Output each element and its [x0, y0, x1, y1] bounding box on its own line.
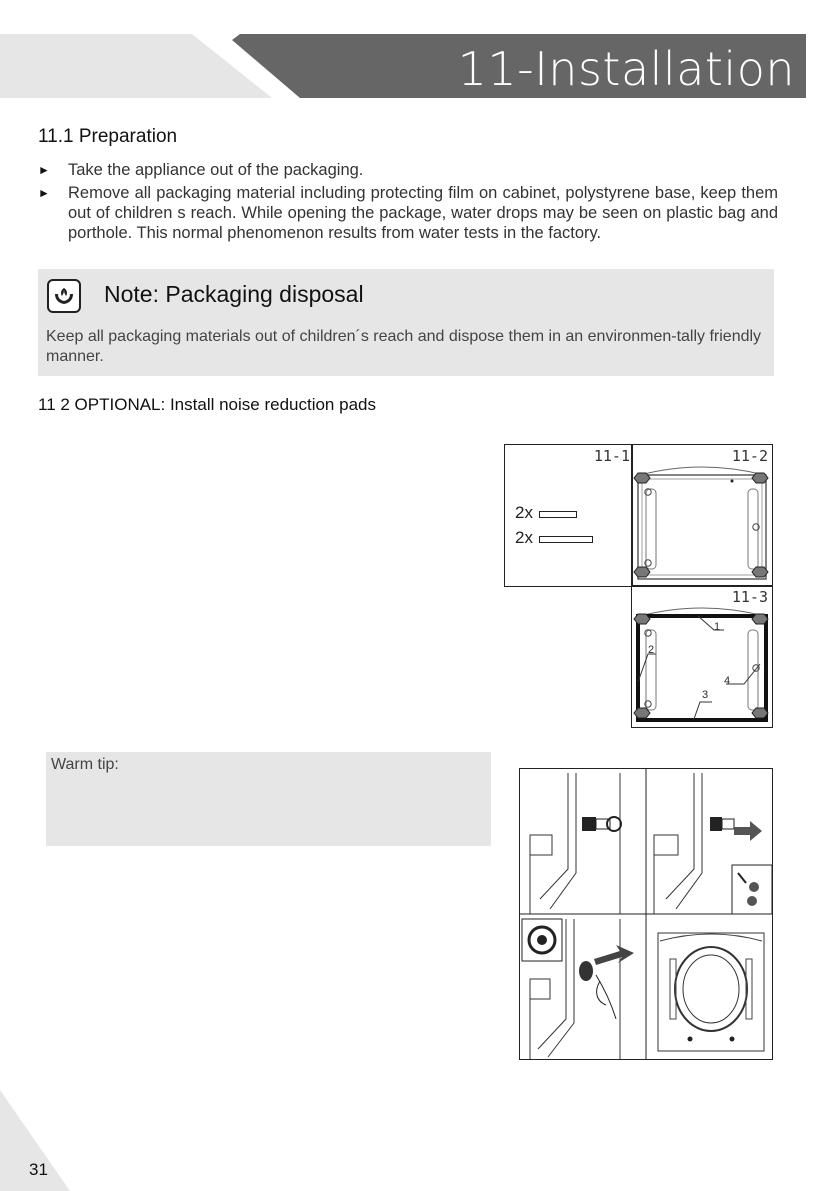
figure-11-2	[631, 444, 773, 587]
callout-label: 3	[702, 689, 709, 701]
chapter-title: 11-Installation	[457, 42, 795, 96]
transit-bolt-removal-figure	[519, 768, 773, 1060]
transit-bolt-steps-icon	[520, 769, 772, 1059]
recycling-hands-icon	[47, 279, 81, 313]
callout-label: 2	[648, 644, 655, 656]
bullet-arrow-icon: ►	[38, 163, 50, 177]
page-number: 31	[29, 1160, 48, 1179]
note-title: Note: Packaging disposal	[104, 281, 364, 307]
callout-label: 1	[714, 621, 721, 633]
warm-tip-box	[46, 752, 491, 846]
callout-label: 4	[724, 675, 731, 687]
warm-tip-label: Warm tip:	[51, 756, 119, 773]
pad-short-quantity: 2x	[515, 503, 533, 522]
section-heading-noise-pads: 11 2 OPTIONAL: Install noise reduction pads	[38, 395, 376, 414]
figure-label: 11-1	[593, 447, 630, 465]
pads-placement-icon	[632, 586, 772, 727]
pad-long-quantity: 2x	[515, 528, 533, 547]
bullet-arrow-icon: ►	[38, 186, 50, 200]
long-pad-icon	[539, 536, 593, 543]
list-item: ► Take the appliance out of the packaging.	[38, 161, 364, 179]
note-box	[38, 269, 774, 376]
figure-11-3	[631, 585, 773, 728]
list-item: ► Remove all packaging material including protecting film on cabinet, polystyrene base, keep them out of children s reach. While opening the package, water drops may be seen on plastic bag and porthole. This normal phenomenon results from water tests in the factory.	[38, 184, 778, 242]
machine-bottom-view-icon	[632, 445, 772, 586]
note-text: Keep all packaging materials out of children´s reach and dispose them in an environmen-tally friendly manner.	[46, 328, 762, 365]
figure-11-1	[504, 444, 633, 587]
preparation-list	[38, 160, 778, 246]
figure-label: 11-3	[731, 588, 768, 606]
figure-label: 11-2	[731, 447, 768, 465]
short-pad-icon	[539, 511, 577, 518]
section-heading-preparation: 11.1 Preparation	[38, 126, 178, 147]
